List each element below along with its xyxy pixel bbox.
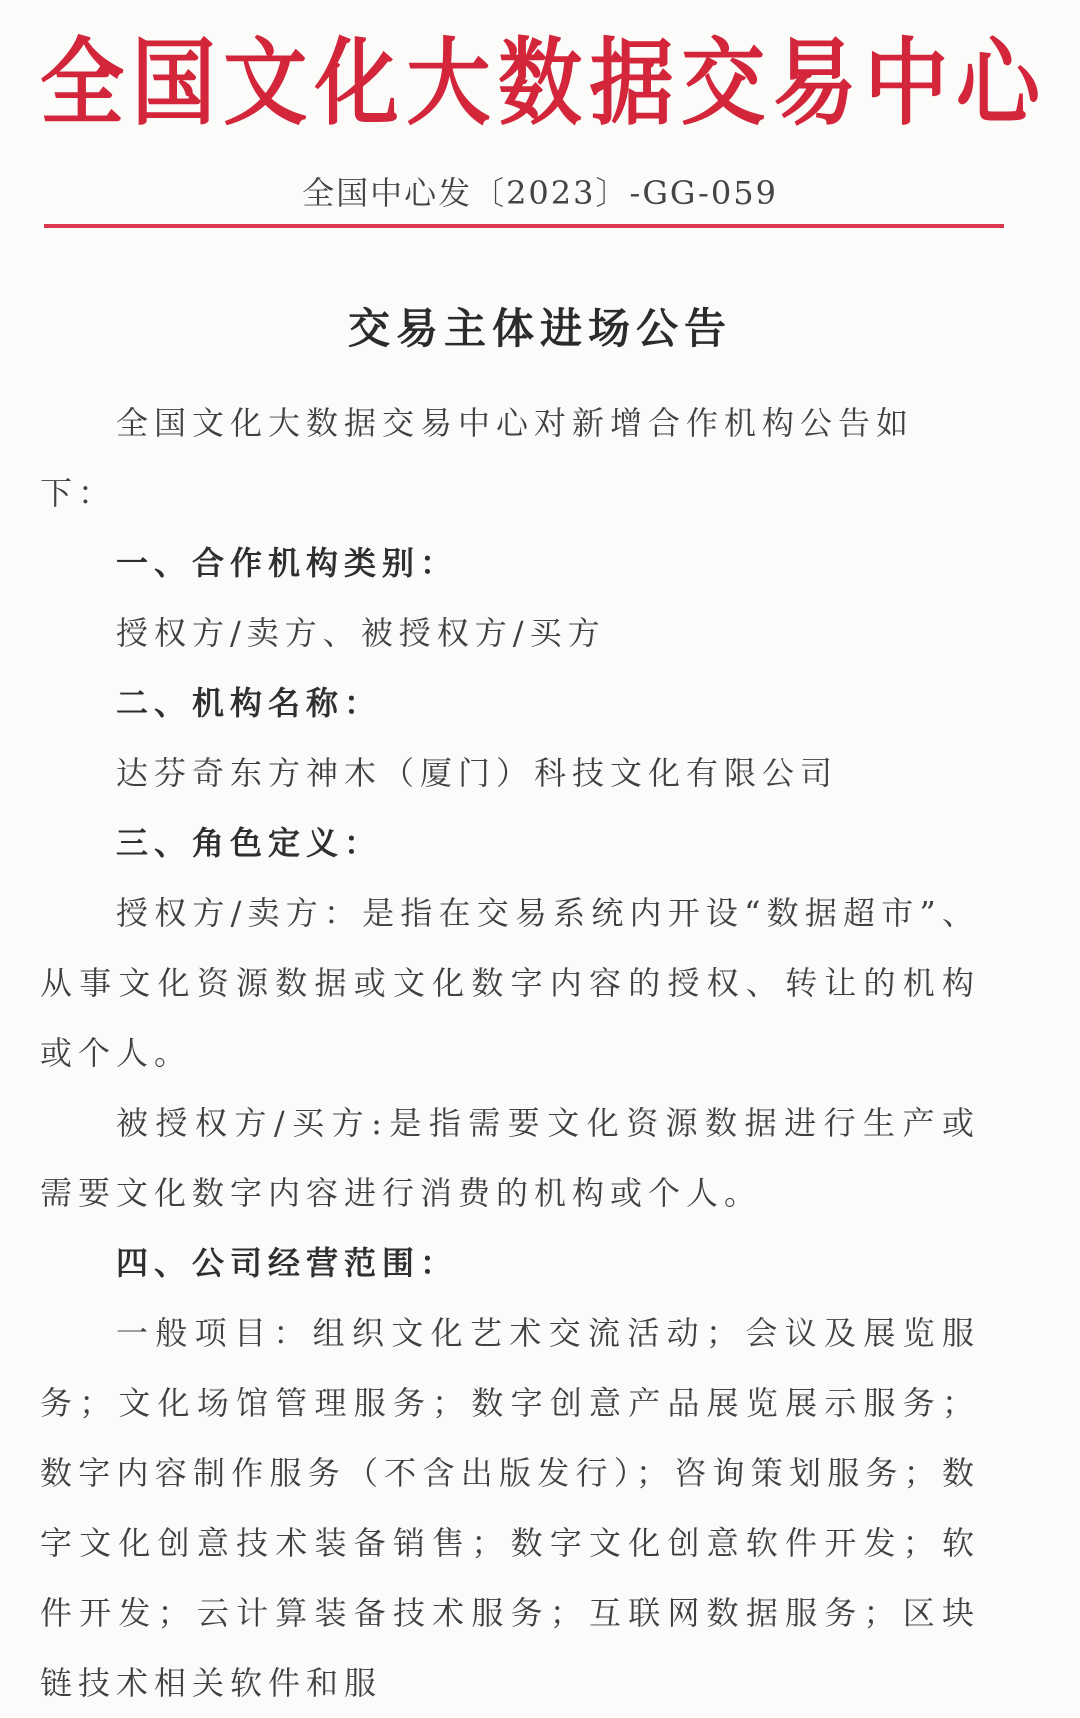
category-paragraph: 授权方/卖方、被授权方/买方	[116, 614, 606, 652]
org-char: 交	[681, 28, 766, 138]
section-heading-business-scope: 四、公司经营范围：	[116, 1244, 459, 1282]
org-name-paragraph: 达芬奇东方神木（厦门）科技文化有限公司	[116, 754, 839, 792]
org-char: 据	[589, 28, 674, 138]
org-char: 数	[497, 28, 582, 138]
org-char: 文	[223, 28, 308, 138]
section-heading-category: 一、合作机构类别：	[116, 544, 459, 582]
business-scope-paragraph: 一般项目：组织文化艺术交流活动；会议及展览服务；文化场馆管理服务；数字创意产品展览展示服务；数字内容制作服务（不含出版发行）；咨询策划服务；数字文化创意技术装备销售；数字文化创意软件开发；软件开发；云计算装备技术服务；互联网数据服务；区块链技术相关软件和服	[40, 1314, 980, 1702]
section-heading-org-name: 二、机构名称：	[116, 684, 383, 722]
seller-definition-paragraph: 授权方/卖方：是指在交易系统内开设“数据超市”、从事文化资源数据或文化数字内容的授权、转让的机构或个人。	[40, 894, 980, 1072]
document-number: 全国中心发〔2023〕-GG-059	[302, 174, 778, 212]
document-title: 交易主体进场公告	[347, 304, 732, 353]
org-char: 易	[772, 28, 857, 138]
header-divider	[44, 224, 1004, 228]
org-char: 化	[314, 28, 399, 138]
org-char: 中	[864, 28, 949, 138]
org-char: 大	[406, 28, 491, 138]
org-char: 全	[40, 28, 125, 138]
section-heading-role-definition: 三、角色定义：	[116, 824, 383, 862]
buyer-definition-paragraph: 被授权方/买方:是指需要文化资源数据进行生产或需要文化数字内容进行消费的机构或个人。	[40, 1104, 980, 1212]
org-char: 心	[955, 28, 1040, 138]
issuing-organization-header	[40, 28, 1040, 138]
intro-paragraph: 全国文化大数据交易中心对新增合作机构公告如下：	[40, 404, 915, 512]
org-char: 国	[131, 28, 216, 138]
announcement-body	[40, 388, 980, 1718]
